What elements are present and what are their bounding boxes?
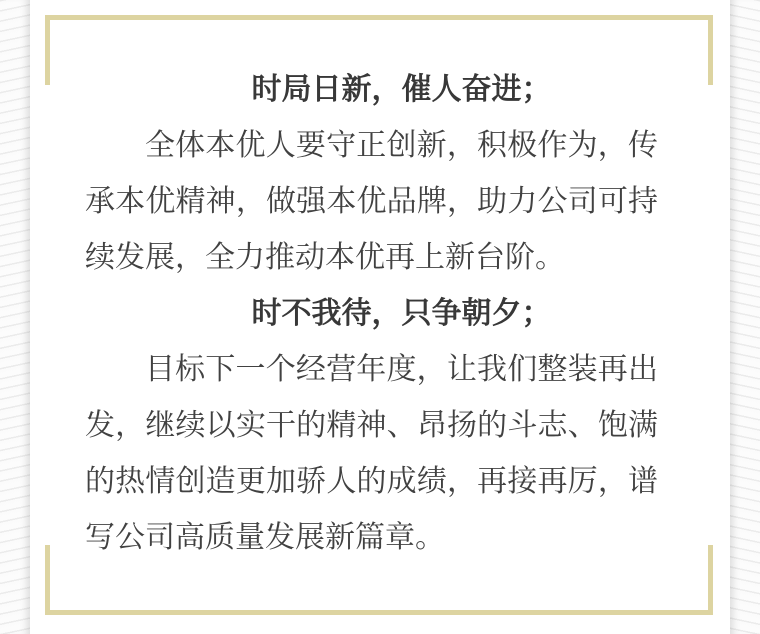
body-line: 承本优精神，做强本优品牌，助力公司可持 [85, 185, 658, 218]
body-line: 续发展，全力推动本优再上新台阶。 [85, 241, 565, 274]
frame-corner-top-right [708, 20, 713, 85]
frame-corner-top-left [45, 20, 50, 85]
heading-line: 时局日新，催人奋进； [251, 73, 552, 106]
article-text-block [85, 62, 658, 566]
page-edge-texture-right [730, 0, 760, 634]
page-edge-texture-left [0, 0, 30, 634]
body-line: 的热情创造更加骄人的成绩，再接再厉，谱 [85, 465, 658, 498]
body-line: 全体本优人要守正创新，积极作为，传 [145, 129, 658, 162]
body-line: 写公司高质量发展新篇章。 [85, 521, 445, 554]
heading-line: 时不我待，只争朝夕； [251, 297, 552, 330]
body-line: 目标下一个经营年度，让我们整装再出 [145, 353, 658, 386]
frame-corner-bottom-right [708, 545, 713, 610]
frame-corner-bottom-left [45, 545, 50, 610]
body-line: 发，继续以实干的精神、昂扬的斗志、饱满 [85, 409, 658, 442]
